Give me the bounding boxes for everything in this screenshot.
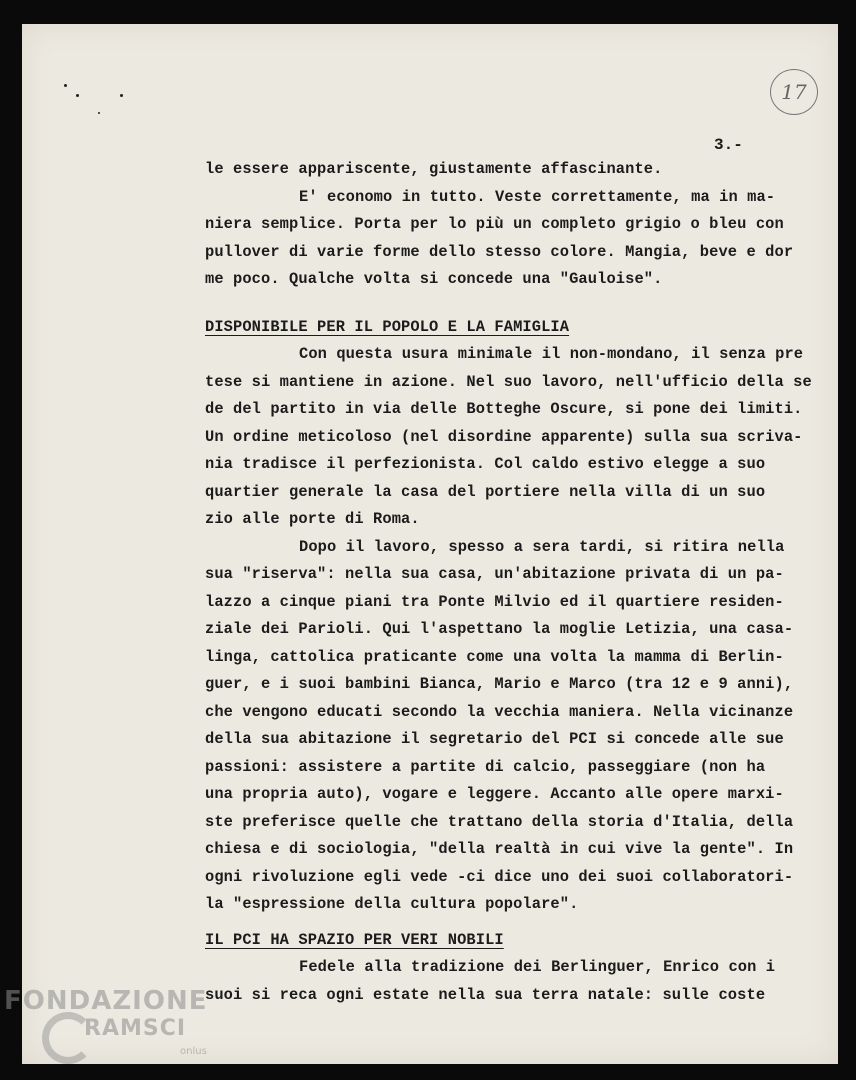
fondazione-gramsci-watermark: [4, 986, 244, 1076]
text-line: una propria auto), vogare e leggere. Accanto alle opere marxi-: [205, 785, 784, 803]
text-line: Con questa usura minimale il non-mondano, il senza pre: [299, 345, 804, 363]
text-line: nia tradisce il perfezionista. Col caldo estivo elegge a suo: [205, 455, 766, 473]
text-line: Un ordine meticoloso (nel disordine apparente) sulla sua scriva-: [205, 427, 803, 446]
text-line: che vengono educati secondo la vecchia maniera. Nella vicinanze: [205, 702, 794, 721]
text-line: suoi si reca ogni estate nella sua terra natale: sulle coste: [205, 985, 766, 1004]
text-line: linga, cattolica praticante come una volta la mamma di Berlin-: [205, 647, 784, 666]
watermark-line-2: RAMSCI: [84, 1016, 187, 1041]
text-line: zio alle porte di Roma.: [205, 510, 420, 528]
text-line: Dopo il lavoro, spesso a sera tardi, si ritira nella: [299, 537, 785, 556]
section-heading: IL PCI HA SPAZIO PER VERI NOBILI: [205, 930, 504, 949]
text-line: sua "riserva": nella sua casa, un'abitazione privata di un pa-: [205, 565, 784, 583]
section-heading: DISPONIBILE PER IL POPOLO E LA FAMIGLIA: [205, 317, 570, 336]
watermark-line-3: onlus: [180, 1046, 207, 1057]
text-line: lazzo a cinque piani tra Ponte Milvio ed il quartiere residen-: [205, 592, 784, 611]
text-line: niera semplice. Porta per lo più un completo grigio o bleu con: [205, 215, 784, 233]
text-line: le essere appariscente, giustamente affascinante.: [205, 160, 663, 178]
text-line: pullover di varie forme dello stesso colore. Mangia, beve e dor: [205, 242, 794, 261]
text-line: chiesa e di sociologia, "della realtà in cui vive la gente". In: [205, 840, 794, 858]
text-line: della sua abitazione il segretario del PCI si concede alle sue: [205, 730, 784, 748]
page-number: 3.-: [714, 136, 743, 154]
paper-specks: [62, 82, 142, 122]
watermark-line-1: FONDAZIONE: [4, 986, 208, 1016]
text-line: ziale dei Parioli. Qui l'aspettano la moglie Letizia, una casa-: [205, 620, 794, 638]
text-line: guer, e i suoi bambini Bianca, Mario e Marco (tra 12 e 9 anni),: [205, 675, 794, 693]
archive-folio-number: 17: [770, 69, 818, 115]
text-line: de del partito in via delle Botteghe Oscure, si pone dei limiti.: [205, 400, 803, 418]
text-line: Fedele alla tradizione dei Berlinguer, Enrico con i: [299, 958, 776, 976]
text-line: ogni rivoluzione egli vede -ci dice uno dei suoi collaboratori-: [205, 867, 794, 886]
text-line: la "espressione della cultura popolare".: [205, 895, 579, 913]
text-line: passioni: assistere a partite di calcio, passeggiare (non ha: [205, 757, 766, 776]
text-line: ste preferisce quelle che trattano della storia d'Italia, della: [205, 812, 794, 831]
text-line: quartier generale la casa del portiere nella villa di un suo: [205, 482, 766, 501]
text-line: me poco. Qualche volta si concede una "Gauloise".: [205, 270, 663, 288]
document-body: [205, 156, 825, 1009]
text-line: E' economo in tutto. Veste correttamente, ma in ma-: [299, 187, 776, 206]
text-line: tese si mantiene in azione. Nel suo lavoro, nell'ufficio della se: [205, 372, 812, 391]
